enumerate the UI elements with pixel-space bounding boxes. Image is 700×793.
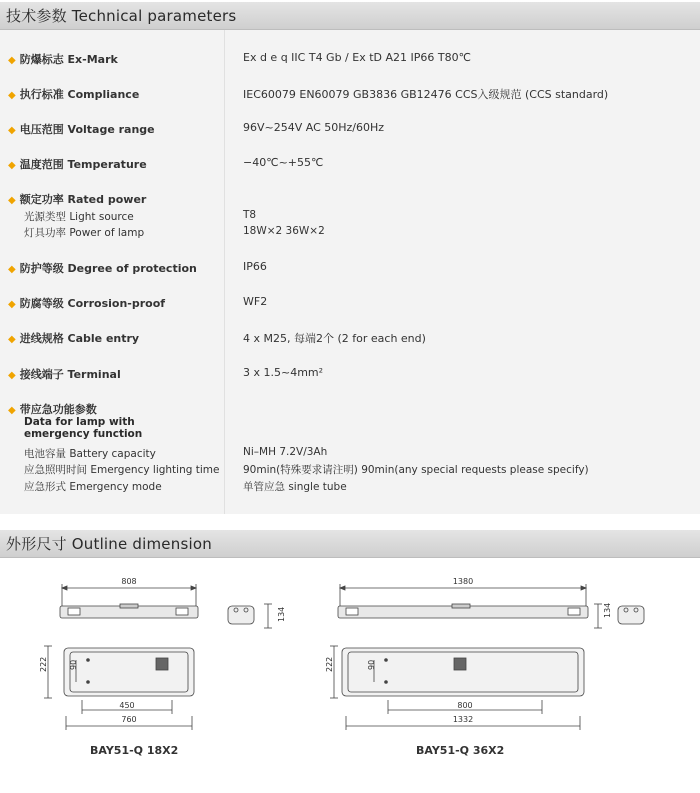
- section-title: 外形尺寸 Outline dimension: [6, 535, 212, 553]
- param-value: 单管应急 single tube: [243, 481, 347, 493]
- emergency-heading-en-1: Data for lamp with: [24, 416, 135, 428]
- dim-label: 90: [69, 659, 78, 670]
- param-label: 光源类型 Light source: [24, 211, 134, 223]
- diamond-bullet-icon: ◆: [8, 405, 16, 416]
- dim-label: 134: [277, 606, 286, 622]
- dim-label: 1380: [452, 577, 474, 586]
- param-value: 4 x M25, 每端2个 (2 for each end): [243, 332, 426, 345]
- left-drawing: [39, 577, 286, 730]
- param-label: 防腐等级 Corrosion-proof: [19, 297, 166, 310]
- param-label: 执行标准 Compliance: [19, 88, 140, 101]
- dim-label: 800: [457, 701, 473, 710]
- diamond-bullet-icon: ◆: [8, 264, 16, 275]
- param-label: 应急形式 Emergency mode: [24, 481, 162, 493]
- dim-label: 808: [121, 577, 137, 586]
- param-value: IEC60079 EN60079 GB3836 GB12476 CCS入级规范 (CCS standard): [243, 88, 609, 101]
- param-label: 进线规格 Cable entry: [19, 332, 140, 345]
- param-label: 电压范围 Voltage range: [19, 123, 155, 136]
- column-divider: [224, 30, 225, 514]
- param-label: 温度范围 Temperature: [19, 158, 147, 171]
- param-value: 90min(特殊要求请注明) 90min(any special requests please specify): [243, 464, 589, 476]
- param-value: Ni–MH 7.2V/3Ah: [243, 446, 328, 458]
- dim-label: 1332: [452, 715, 474, 724]
- param-label: 防护等级 Degree of protection: [19, 262, 197, 275]
- param-value: 96V~254V AC 50Hz/60Hz: [243, 121, 385, 134]
- param-label: 带应急功能参数: [19, 403, 97, 416]
- param-label: 接线端子 Terminal: [19, 368, 121, 381]
- outline-drawings: [0, 560, 700, 793]
- outline-dimension-header: [0, 530, 700, 558]
- dim-label: 222: [39, 656, 48, 672]
- right-drawing: [325, 577, 644, 730]
- param-value: 18W×2 36W×2: [243, 225, 325, 237]
- diamond-bullet-icon: ◆: [8, 299, 16, 310]
- diamond-bullet-icon: ◆: [8, 125, 16, 136]
- diamond-bullet-icon: ◆: [8, 160, 16, 171]
- dim-label: 450: [119, 701, 135, 710]
- dim-label: 760: [121, 715, 137, 724]
- param-value: IP66: [243, 260, 267, 273]
- param-value: T8: [243, 209, 257, 221]
- caption-right: BAY51-Q 36X2: [416, 744, 505, 757]
- dim-label: 222: [325, 656, 334, 672]
- param-label: 电池容量 Battery capacity: [24, 448, 156, 460]
- diamond-bullet-icon: ◆: [8, 195, 16, 206]
- section-title: 技术参数 Technical parameters: [6, 7, 237, 25]
- diamond-bullet-icon: ◆: [8, 55, 16, 66]
- diamond-bullet-icon: ◆: [8, 90, 16, 101]
- emergency-heading-en-2: emergency function: [24, 428, 143, 440]
- param-value: −40℃~+55℃: [243, 156, 324, 169]
- param-value: 3 x 1.5~4mm²: [243, 366, 324, 379]
- param-label: 灯具功率 Power of lamp: [24, 227, 145, 239]
- param-value: Ex d e q IIC T4 Gb / Ex tD A21 IP66 T80℃: [243, 51, 471, 64]
- dim-label: 90: [367, 659, 376, 670]
- caption-left: BAY51-Q 18X2: [90, 744, 179, 757]
- dim-label: 134: [603, 602, 612, 618]
- diamond-bullet-icon: ◆: [8, 370, 16, 381]
- diamond-bullet-icon: ◆: [8, 334, 16, 345]
- param-value: WF2: [243, 295, 268, 308]
- param-label: 防爆标志 Ex-Mark: [19, 53, 118, 66]
- param-label: 应急照明时间 Emergency lighting time: [24, 464, 220, 476]
- technical-parameters-header: [0, 2, 700, 30]
- param-label: 额定功率 Rated power: [19, 193, 147, 206]
